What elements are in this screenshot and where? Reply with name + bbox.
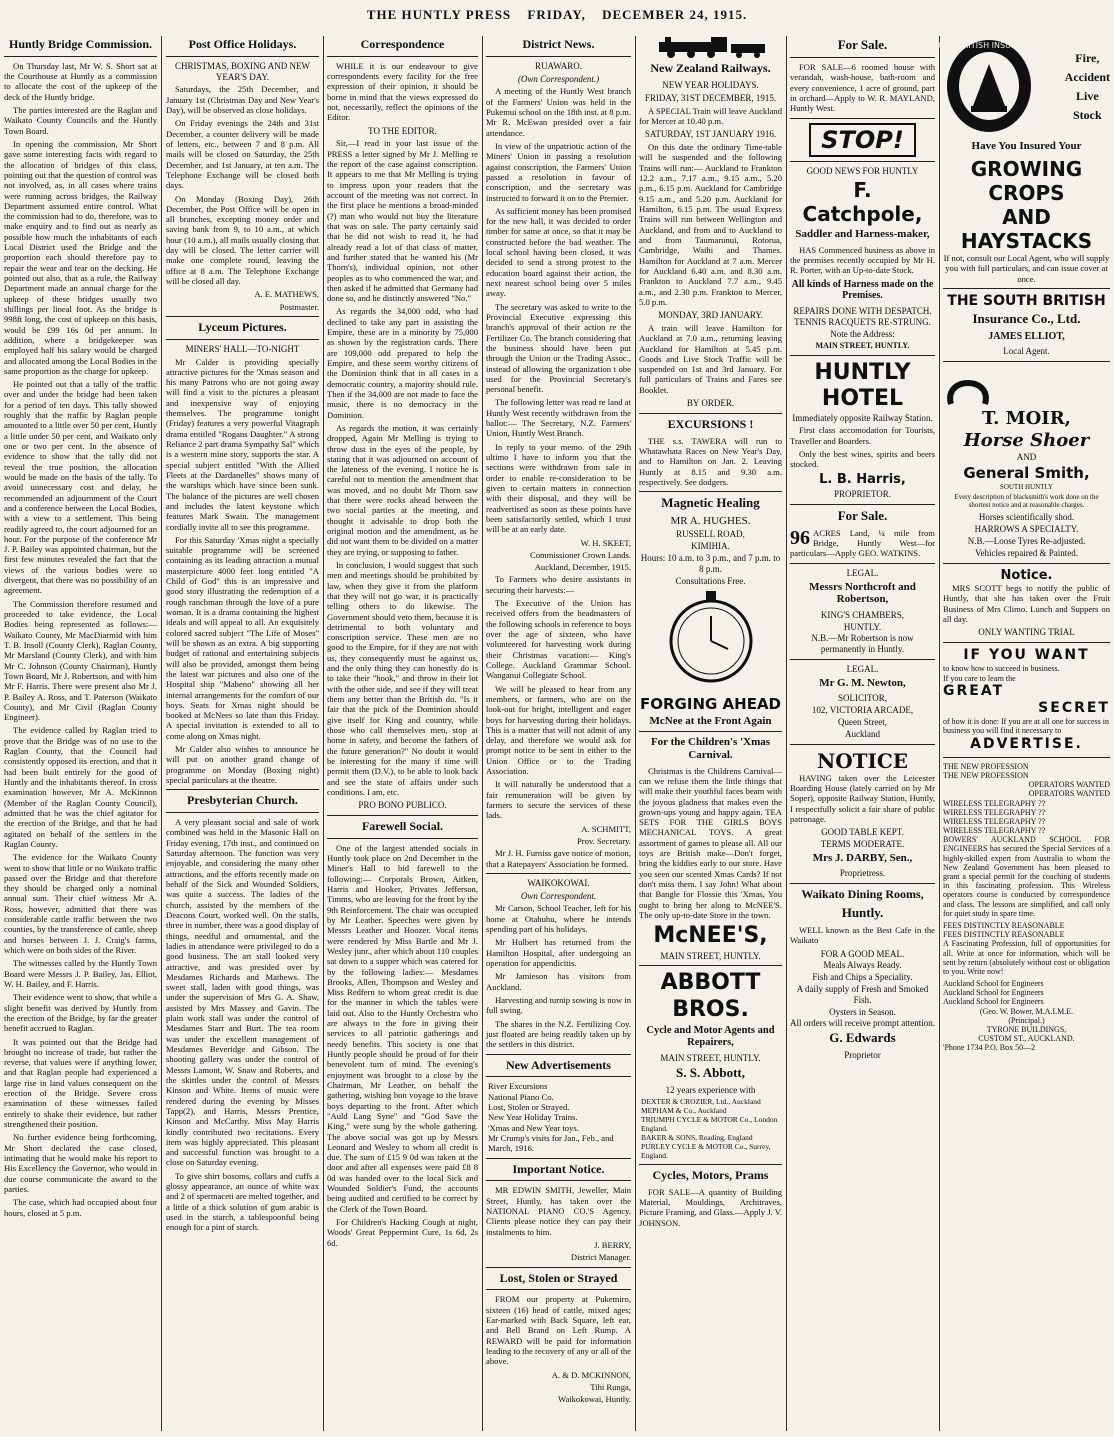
- stock-label: Stock: [1073, 108, 1102, 123]
- article-paragraph: The secretary was asked to write to the Provincial Executive expressing this branch's approval of their action re the Fertilizer Co. The branch considering that the business should have been put through the Union or the Trading Assoc., instead of allowing the organization t obe used for the Provincial Secretary's personal benefit.: [486, 301, 631, 395]
- locomotive-icon: [639, 36, 782, 60]
- notice-heading: NOTICE: [816, 748, 909, 773]
- good-meal: FOR A GOOD MEAL.: [820, 948, 905, 959]
- excursions-text: THE s.s. TAWERA will run to Whatawhata Races on New Year's Day, and to Hamilton on Jan. 2. Leaving Huntly at 8.15 and 9.30 a.m. respectively. See dodgers.: [639, 435, 782, 487]
- lyceum-heading: Lyceum Pictures.: [198, 319, 287, 334]
- wl-line: WIRELESS TELEGRAPHY ??: [943, 807, 1046, 817]
- signature-title: District Manager.: [570, 1252, 631, 1263]
- abbott-subtitle: Cycle and Motor Agents and Repairers,: [646, 1025, 775, 1049]
- general-smith: General Smith,: [963, 464, 1090, 483]
- harness-line: All kinds of Harness made on the Premises.: [791, 278, 934, 302]
- article-paragraph: Mr Calder is providing specially attractive pictures for the 'Xmas season and his many Patrons who are not going away will find a visit to the pictures a pleasant and inexpensive way of enjoying themselves. The programme tonight (Friday) features a very powerful Vitagraph drama entitled "Rogans Daughter." A strong Reliance 2 part drama Sympathy Sal" which is a western mine story, supports the star. A special subject entitled "With the Allied Fleets at the Dardanelles" shows many of the warships which have since been sunk. The balance of the pictures are well chosen and includes the latest keystone which features Mark Swain. The management cordially invite all to see this programme.: [166, 356, 319, 532]
- correspondent-note: (Own Correspondent.): [517, 73, 600, 84]
- horses-line: Horses scientifically shod.: [978, 512, 1075, 523]
- article-paragraph: The Executive of the Union has received offers from the headmasters of the following schools in reference to boys over the age of sixteen, who have volunteered for harvesting work during their Christmas vacation:— King's College. Auckland Grammar School. Wanganui Collegiate School.: [486, 598, 631, 681]
- mcnees-address: MAIN STREET, HUNTLY.: [660, 950, 761, 961]
- wanting-trial: ONLY WANTING TRIAL: [978, 627, 1075, 638]
- scott-notice: MRS SCOTT begs to notify the public of Huntly, that she has taken over the Fruit Business of Mrs Climo. Lunch and Suppers on all day.: [943, 583, 1110, 625]
- list-item: Mr Crump's visits for Jan., Feb., and March, 1916.: [488, 1132, 614, 1154]
- column-rule: [939, 36, 940, 1431]
- wl-school: Auckland School for Engineers: [943, 979, 1044, 989]
- article-paragraph: To give shirt bosoms, collars and cuffs a glossy appearance, an ounce of white wax and 2 of spermaceti are melted together, and a little of a thick solution of gum arabic is used in the starch, a tablespoonful being enough for a pint of starch.: [166, 1170, 319, 1233]
- article-paragraph: Mr Jamieson has visitors from Auckland.: [486, 971, 631, 992]
- wl-custom: CUSTOM ST., AUCKLAND.: [978, 1034, 1075, 1044]
- tyres-line: N.B.—Loose Tyres Re-adjusted.: [967, 535, 1086, 546]
- advertise: ADVERTISE.: [970, 735, 1083, 752]
- queen-line: Queen Street,: [838, 717, 887, 728]
- article-paragraph: Mr Carson, School Teacher, left for his home at Otahuhu, where he intends spending part of his holidays.: [486, 903, 631, 935]
- list-item: DEXTER & CROZIER, Ltd., Auckland: [641, 1096, 761, 1106]
- insured-question: Have You Insured Your: [971, 140, 1082, 153]
- note-address: Note the Address:: [830, 329, 895, 340]
- oysters-line: Oysters in Season.: [829, 1006, 896, 1017]
- lost-text: FROM our property at Pukemiro, sixteen (16) head of cattle, mixed ages; Ear-marked with Back Square, left ear, and Bell Brand on Left Rump. A REWARD will be paid for information leading to the recovery of any or all of the above.: [486, 1294, 631, 1367]
- article-paragraph: As regards the motion, it was certainly dropped, Again Mr Melling is trying to throw dust in the eyes of the people, by stating that it was adjourned on account of the lateness of the evening. I notice he is careful not to mention the amendment that was moved, and no doubt Mr Thorn saw that there were rocks ahead between the two social parties at the meeting, and thought it advisable to drop both the original motion and the amendment, as he did not want them to be divided on a matter they are trying, or supposing to father.: [327, 422, 478, 557]
- article-paragraph: No further evidence being forthcoming, Mr Short declared the case closed, intimating that he would make his report to His Excellency the Governor, who would in due course communicate the award to the parties.: [4, 1132, 157, 1194]
- railways-date: SATURDAY, 1ST JANUARY 1916.: [644, 129, 777, 140]
- article-paragraph: Saturdays, the 25th December, and January 1st (Christmas Day and New Year's Day), will be observed as close holidays.: [166, 84, 319, 116]
- list-item: TRIUMPH CYCLE & MOTOR Co., London England.: [641, 1114, 778, 1133]
- newton-name: Mr G. M. Newton,: [819, 676, 906, 689]
- wl-line: THE NEW PROFESSION: [943, 761, 1029, 771]
- solicitor-line: SOLICITOR,: [837, 693, 888, 704]
- wl-tyrone: TYRONE BUILDINGS,: [986, 1025, 1067, 1035]
- smith-text: Every description of blacksmith's work done on the shortest notice and at reasonable charges.: [954, 492, 1099, 509]
- wl-school: Auckland School for Engineers: [943, 997, 1044, 1007]
- list-item: New Year Holiday Trains.: [488, 1112, 578, 1123]
- masthead-date: DECEMBER 24, 1915.: [602, 7, 748, 22]
- hotel-text: Only the best wines, spirits and beers stocked.: [790, 448, 935, 470]
- article-paragraph: Mr Calder also wishes to announce he will put on another grand change of programme on Monday (Boxing night) special particulars at the theatre.: [166, 744, 319, 786]
- article-paragraph: In reply to your memo. of the 29th ultimo I have to inform you that the sections were withdrawn from sale in order to enable re-consideration to be given to certain matters in connection with their disposal, and they will be readvertised as soon as these points have been satisfactorily settled, which I trust will be at an early date.: [486, 441, 631, 535]
- place-heading: WAIKOKOWAI.: [527, 877, 590, 888]
- signature-title: Prov. Secretary.: [576, 835, 631, 846]
- wl-line: OPERATORS WANTED: [1028, 789, 1110, 799]
- auckland-line: Auckland: [845, 728, 880, 739]
- accident-label: Accident: [1064, 69, 1110, 84]
- column-5: [639, 36, 782, 1431]
- forging-ahead: FORGING AHEAD: [640, 694, 781, 713]
- column-3: [327, 36, 478, 1431]
- acres-text: ACRES Land, ¼ mile from Bridge, Huntly West—for particulars—Apply GEO. WATKINS.: [790, 527, 935, 559]
- healer-name: MR A. HUGHES.: [670, 515, 751, 528]
- daily-line: A daily supply of Fresh and Smoked Fish.: [796, 983, 929, 1005]
- abbott-bros: ABBOTT BROS.: [660, 970, 761, 1022]
- article-paragraph: As sufficient money has been promised for the new hall, it was decided to order timber for same at once, so that it may be constructed before the bad weather. The local school having been closed, it was decided to send a strong protest to the education board against their action, the next nearest school being over 5 miles away.: [486, 205, 631, 299]
- signature-line: Waikokowai, Huntly.: [558, 1394, 631, 1405]
- signature-line: Tihi Runga,: [590, 1381, 631, 1392]
- article-paragraph: For Children's Hacking Cough at night, Woods' Great Peppermint Cure, 1s 6d, 2s 6d.: [327, 1217, 478, 1248]
- notice-text: MR EDWIN SMITH, Jeweller, Main Street, Huntly, has taken over the NATIONAL PIANO CO.'S Agency. Clients please notice they can pay their instalments to him.: [486, 1185, 631, 1237]
- dining-text: WELL known as the Best Cafe in the Waikato: [790, 924, 935, 946]
- if-you-want: IF YOU WANT: [963, 647, 1090, 664]
- live-label: Live: [1076, 89, 1099, 104]
- article-paragraph: On Monday (Boxing Day), 26th December, the Post Office will be open in all branches, excepting money order and saving bank from 9, to 10 a.m., at which hour (10 a.m.), all mails usually closing that day will be closed. The letter carrier will make one complete round, leaving the office at 8 a.m. The Telephone Exchange will be closed all day.: [166, 193, 319, 287]
- ss-firms-list: [639, 1097, 782, 1160]
- correspondent-note: Own Correspondent.: [520, 890, 597, 901]
- healer-address: RUSSELL ROAD,: [676, 529, 745, 540]
- railways-subtitle: NEW YEAR HOLIDAYS.: [662, 80, 759, 91]
- article-paragraph: It was pointed out that the Bridge had brought no increase of trade, but rather the reverse, that values were if anything lower, and that Raglan people had experienced a large rise in land values consequent on the erection of the Bridge. Severe cross examination of these witnesses failed entirely to shake their evidence, but rather strengthened their position.: [4, 1036, 157, 1130]
- article-paragraph: The shares in the N.Z. Fertilizing Coy. just floated are being readily taken up by the settlers in this district.: [486, 1018, 631, 1050]
- kings-chambers: KING'S CHAMBERS,: [820, 609, 905, 620]
- lost-stolen-heading: Lost, Stolen or Strayed: [499, 1270, 618, 1285]
- wl-line: WIRELESS TELEGRAPHY ??: [943, 798, 1046, 808]
- ss-abbott: S. S. Abbott,: [676, 1065, 745, 1081]
- wl-text: A Fascinating Profession, full of opportunities for all. Write at once for information, which will be sent by return (absolutely without cost or obligation to you. Write now!: [943, 939, 1110, 976]
- stop-text: STOP!: [809, 123, 916, 158]
- list-item: MEPHAM & Co., Auckland: [641, 1105, 727, 1115]
- clock-icon: [639, 589, 782, 691]
- signature: PRO BONO PUBLICO.: [358, 800, 447, 811]
- wl-bower: (Geo. W. Bower, M.A.I.M.E.: [979, 1006, 1074, 1016]
- moir-name: T. MOIR,: [982, 408, 1071, 430]
- column-rule: [161, 36, 162, 1431]
- ss-experience: 12 years experience with: [665, 1085, 756, 1096]
- fish-line: Fish and Chips a Speciality.: [812, 972, 913, 983]
- article-paragraph: The witnesses called by the Huntly Town Board were Messrs J. P. Bailey, Jas. Elliot, W. H. Bailey, and F. Harris.: [4, 958, 157, 989]
- for-sale-title: For Sale.: [837, 37, 888, 52]
- secret: SECRET: [1038, 700, 1110, 716]
- good-news: GOOD NEWS FOR HUNTLY: [806, 166, 919, 177]
- hotel-subtitle: Immediately opposite Railway Station.: [792, 413, 933, 424]
- huntly-line: HUNTLY.: [843, 621, 882, 632]
- wl-line: OPERATORS WANTED: [1028, 780, 1110, 790]
- masthead-day: FRIDAY,: [527, 7, 586, 22]
- notice-title: Notice.: [1000, 567, 1053, 583]
- wl-fees: FEES DISTINCTLY REASONABLE: [943, 920, 1065, 930]
- wl-line: WIRELESS TELEGRAPHY ??: [943, 816, 1046, 826]
- mcnee-front: McNee at the Front Again: [649, 714, 772, 727]
- magnetic-healing-title: Magnetic Healing: [661, 495, 760, 511]
- harrows-line: HARROWS A SPECIALTY.: [974, 524, 1079, 535]
- and-line: AND: [1016, 452, 1037, 463]
- carnival-heading: For the Children's 'Xmas Carnival.: [650, 736, 771, 761]
- horse-shoer: Horse Shoer: [963, 429, 1090, 451]
- horseshoe-icon: [943, 366, 1110, 408]
- stop-banner: [790, 123, 935, 158]
- article-paragraph: On Friday evenings the 24th and 31st December, a counter delivery will be made of letters, etc., between 7 and 8 p.m. All mails will be closed on Saturday, the 25th December, and 1st January, at ten a.m. The Telephone Exchange will be closed both days.: [166, 118, 319, 191]
- column-rule: [635, 36, 636, 1431]
- column-rule: [323, 36, 324, 1431]
- railways-signature: BY ORDER.: [686, 398, 735, 409]
- list-item: PURLEY CYCLE & MOTOR Co., Surrey, England.: [641, 1141, 771, 1160]
- of-how: of how it is done: If you are at all one for success in business you will find it necessary to: [943, 716, 1109, 736]
- edwards-proprietor: Proprietor: [844, 1050, 881, 1061]
- catchpole-name: F. Catchpole,: [802, 178, 923, 227]
- harris-name: L. B. Harris,: [819, 472, 906, 488]
- article-paragraph: For this Saturday 'Xmas night a specially suitable programme will be screened containing as its leading attraction a mutual masterpicture 4000 feet long entitled "A Child of God" this is an impressive and good story illustrating the redemption of a rough ranchman through the love of a pure woman. It is a drama containing the highest ideals and will appeal to all. An exquisitely colored sacred subject "The Life of Moses" will be shown as an extra. A big supporting budget of rational and entertaining subjects will also be provided, amongst them being the latest war pictures and also one of the Hospital ship "Maheno" showing all her internal arrangements for the comfort of our boys. Seats for Xmas night should be booked at McNees so late than this Friday. A special invitation is extended to all to come along on Xmas night.: [166, 534, 319, 741]
- district-news-heading: District News.: [522, 37, 595, 51]
- signature: A. E. MATHEWS,: [254, 289, 319, 300]
- article-paragraph: To Farmers who desire assistants in securing their harvests:—: [486, 574, 631, 595]
- railways-text: A train will leave Hamilton for Auckland at 7.0 a.m., returning leaving Auckland for Hamilton at 5.45 p.m. Goods and Live Stock Traffic will be suspended on 1st and 3rd January. For full particulars of Trains and Fares see Booklet.: [639, 322, 782, 395]
- hotel-text: First class accomodation for Tourists, Traveller and Boarders.: [790, 425, 935, 446]
- smith-street: SOUTH HUNTLY: [999, 483, 1054, 492]
- article-paragraph: Their evidence went to show, that while a slight benefit was derived by Huntly from the erection of the Bridge, by far the greater benefit accrued to Raglan.: [4, 992, 157, 1034]
- for-sale-title: For Sale.: [837, 507, 888, 523]
- wl-principal: (Principal.): [1008, 1015, 1045, 1025]
- agent-title: Local Agent.: [1003, 346, 1050, 357]
- wl-line: WIRELESS TELEGRAPHY ??: [943, 826, 1046, 836]
- signature: W. H. SKEET,: [580, 537, 631, 548]
- signature: J. BERRY,: [594, 1239, 631, 1250]
- wl-school: Auckland School for Engineers: [943, 988, 1044, 998]
- new-ads-list: [486, 1081, 631, 1153]
- place-heading: RUAWARO.: [534, 60, 583, 71]
- dining-huntly: Huntly.: [841, 905, 884, 921]
- list-item: Lost, Stolen or Strayed.: [488, 1101, 570, 1112]
- farewell-social-heading: Farewell Social.: [361, 818, 444, 833]
- arcade-line: 102, VICTORIA ARCADE,: [811, 705, 914, 716]
- signature-date: Auckland, December, 1915.: [534, 562, 631, 573]
- masthead: [0, 0, 1114, 30]
- column-rule: [786, 36, 787, 1431]
- wl-text: BOWERS' AUCKLAND SCHOOL FOR ENGINEERS has secured the Special Services of a highly-skilled expert from Australia to whom the New Zealand Government has been pleased to grant a special permit for the coaching of students in this fascinating profession. This Wireless operators course is conducted by correspondence and class. The lessons are simplified, and call only for quiet study in spare time.: [943, 835, 1110, 918]
- railways-date: FRIDAY, 31ST DECEMBER, 1915.: [644, 92, 777, 103]
- article-paragraph: Mr J. H. Furniss gave notice of motion, that a Ratepayers' Association be formed.: [486, 848, 631, 869]
- proprietress-line: Proprietress.: [839, 868, 886, 879]
- great: GREAT: [943, 683, 1005, 700]
- to-know: to know how to succeed in business.: [943, 664, 1060, 674]
- insurance-logo-text: SOUTH BRITISH INSURANCE Co: [926, 41, 1052, 50]
- article-paragraph: Mr Hulbert has returned from the Hamilton Hospital, after undergoing an operation for appendicitis.: [486, 937, 631, 969]
- article-paragraph: In view of the unpatriotic action of the Miners' Union in passing a resolution against conscription, the Farmers' Union passed a resolution in favour of conscription, and the secretary was instructed to forward it on to the Premier.: [486, 140, 631, 203]
- column-2: [166, 36, 319, 1431]
- article-paragraph: The evidence called by Raglan tried to prove that the Bridge was of no use to the Raglan County, that the Council had consistently opposed its erection, and that it had been built entirely for the good of Huntly and the inhabitants thereof. In cross examination however, Mr A. McKinnon (Member of the Raglan County Council), admitted that he was the chief agitator for the erection of the Bridge, and that he had agitated on behalf of the settlers in the Raglan County.: [4, 725, 157, 849]
- for-sale-text: FOR SALE—6 roomed house with verandah, wash-house, bath-room and every convenience, 1 acre of ground, part in orchard—Apply to W. R. MAYLAND, Huntly West.: [790, 61, 935, 114]
- signature-title: Commissioner Crown Lands.: [530, 549, 631, 560]
- signature: A. SCHMITT,: [581, 823, 631, 834]
- wireless-ad: [943, 762, 1110, 1053]
- article-paragraph: Sir,—I read in your last issue of the PRESS a letter signed by Mr J. Melling re the report of the case against conscription. It appears to me that Mr Melling is trying to impress upon your readers that the account of the meeting was not correct. In the first place he mentions a broad-minded (?) man who would not buy the literature that was on sale. The party certainly said that he did not wish to read it, he had already read a lot of that class of matter, and further stated that he wanted his (Mr Thorn's), individual opinion, not other peoples as to who commenced the war, and then asked if he admitted that Germany had done so, and he distinctly answered "No.": [327, 138, 478, 304]
- article-paragraph: The following letter was read re land at Huntly West recently withdrawn from the ballot:— The Secretary, N.Z. Farmers' Union, Huntly West Branch.: [486, 397, 631, 439]
- list-item: BAKER & SONS, Reading, England: [641, 1132, 753, 1142]
- article-paragraph: The parties interested are the Raglan and Waikato County Councils and the Huntly Town Board.: [4, 105, 157, 136]
- proprietor-line: PROPRIETOR.: [833, 489, 892, 500]
- wl-fees: FEES DISTINCTLY REASONABLE: [943, 930, 1065, 940]
- article-paragraph: The evidence for the Waikato County went to show that little or no Waikato traffic passed over the Bridge and that therefore they should be charged only a nominal annual sum. Their chief witness Mr A. Ross, however, admitted that there was considerable cattle traffic between the two counties, by the transference of cattle, sheep and horses between J. J. Craig's farms, which were on both sides of the River.: [4, 852, 157, 956]
- insurance-types: [1065, 49, 1110, 126]
- healer-hours: Hours: 10 a.m. to 3 p.m., and 7 p.m. to 8 p.m.: [640, 552, 781, 574]
- healer-consultations: Consultations Free.: [675, 575, 746, 586]
- abbott-address: MAIN STREET, HUNTLY.: [660, 1053, 761, 1064]
- nb-line: N.B.—Mr Robertson is now permanently in Huntly.: [811, 633, 914, 655]
- article-paragraph: He pointed out that a tally of the traffic over and under the bridge had been taken for a period of ten days. This tally showed roughly that the traffic by Raglan people amounted to a little over 50 per cent, Huntly a little under 50 per cent, and Waikato only one or two per cent. In the absence of evidence to show that the tally did not reveal the true position, the allocation would be made on the basis of the tally. To avoid unnecessary cost and delay, he recommended an adjournment of the Court and a conference between the Local Bodies, with a view to a settlement. This being readily agreed to, the court adjourned for an hour. For the purpose of the conference Mr J. P. Bailey was appointed chairman, but the first few minutes revealed the fact that the views of the various bodies were so divergent, that there was no possibility of an agreement.: [4, 379, 157, 596]
- post-office-heading: Post Office Holidays.: [188, 37, 297, 51]
- saddler-line: Saddler and Harness-maker,: [795, 228, 930, 241]
- correspondence-heading: Correspondence: [360, 37, 445, 51]
- catchpole-text: HAS Commenced business as above in the premises recently occupied by Mr H. R. Porter, with an Up-to-date Stock.: [790, 244, 935, 276]
- acres-number: 96: [790, 526, 810, 549]
- insurance-logo: [926, 36, 1052, 138]
- column-rule: [482, 36, 483, 1431]
- to-the-editor: TO THE EDITOR.: [368, 125, 437, 136]
- article-paragraph: We will be pleased to hear from any members, or farmers, who are on the look-out for bright, intelligent and eager boys for harvesting during their holidays. This is a matter that will not admit of any delay, and therefore we would ask for prompt notice to be sent in either to the Union Office or to the Trading Association.: [486, 683, 631, 777]
- article-paragraph: The Commission therefore resumed and proceeded to take evidence, the Local Bodies being represented as follows:— Waikato County, Mr MacDiarmid with him T. B. Insoll (County Clerk), Raglan County, Mr Marsland (County Clerk), and with him Mr C. Johnson (County Chairman), Huntly Town Board, Mr J. Robertson, and with him Mr F. Harris. There were present also Mr J. P. Bailey A. Ross, and T. Paterson (Waikato County), and Mr Civil (Raglan County Engineer).: [4, 598, 157, 723]
- list-item: River Excursions: [488, 1081, 548, 1092]
- presbyterian-heading: Presbyterian Church.: [187, 793, 298, 808]
- legal-label: LEGAL.: [846, 567, 879, 578]
- darby-name: Mrs J. DARBY, Sen.,: [812, 851, 913, 864]
- signature: A. & D. MCKINNON,: [551, 1369, 631, 1380]
- south-british: THE SOUTH BRITISH: [947, 292, 1106, 309]
- and-haystacks: AND HAYSTACKS: [960, 204, 1093, 253]
- article-paragraph: Harvesting and turnip sowing is now in full swing.: [486, 994, 631, 1016]
- healer-address: KIMIHIA.: [691, 541, 730, 552]
- article-paragraph: On Thursday last, Mr W. S. Short sat at the Courthouse at Huntly as a commission to allocate the cost of the upkeep of the deck of the Huntly bridge.: [4, 60, 157, 102]
- article-paragraph: A very pleasant social and sale of work combined was held in the Masonic Hall on Friday evening, 17th inst., and continued on Saturday afternoon. The function was very enjoyable, and considering the many other attractions, and the efforts recently made on behalf of the Sick and Wounded Soldiers, was quite a success. The ladies of the church, assisted by the members of the Deacons Court, worked well. On the stalls, three in number, there was a good display of things, needful and ornamental, and the ladies in attendance were privileged to do a good business. The art stall looked very attractive, and was presided over by Mesdames Richards and Mathews. The sweet stall, laden with good things, was under the supervision of Mrs G. A. Shaw, assisted by Mrs Massey and Gavin. The plain work stall was under the control of Mesdames Starr and Burt. The tea room was under the excellent management of Mesdames Beveridge and Gibson. The shooting gallery was under the control of Messrs Lamont, W. Snaw and Roberts, and the skittles under the control of Messrs Kinson and White. Items of music were rendered during the evening by Misses Tapp(2), and Harris, Messrs Prentice, Kinson and McCarthy. Miss May Harris kindly contributed two recitations. Every item was highly appreciated. This pleasant and successful function was brought to a close on Saturday evening.: [166, 817, 319, 1168]
- article-paragraph: WHILE it is our endeavour to give correspondents every facility for the free expression of their opinion, it should be borne in mind that the views expressed do not, necessarily, reflect the opinions of the Editor.: [327, 60, 478, 123]
- terms-line: TERMS MODERATE.: [820, 839, 905, 849]
- railways-text: On this date the ordinary Time-table will be suspended and the following Trains will run:— Auckland to Frankton 12.2 a.m., 7.17 a.m., 9.15 a.m., 5.20 p.m., 6.15 p.m. Auckland for Cambridge 9.15 a.m., and 5.20 p.m. Auckland for Hamilton, 6.15 p.m. The usual Express Trains will run between Wellington and Auckland, and from and to Auckland to and from Taumarunui, Rotorua, Cambridge, Waihi and Thames. Hamilton for Auckland at 7 a.m. Mercer for Auckland 6.40 a.m. and 8.30 a.m. Frankton to Auckland 7.7 a.m., 9.45 a.m., and 2.30 p.m. Frankton to Mercer, 5.0 p.m.: [639, 142, 782, 307]
- lyceum-subheading: MINERS' HALL—TO-NIGHT: [185, 343, 300, 354]
- list-item: 'Xmas and New Year toys.: [488, 1122, 579, 1133]
- good-table: GOOD TABLE KEPT.: [821, 827, 904, 838]
- growing-crops: GROWING CROPS: [970, 156, 1083, 205]
- signature-title: Postmaster.: [279, 301, 319, 312]
- vehicles-line: Vehicles repaired & Painted.: [975, 547, 1078, 558]
- article-paragraph: In opening the commission, Mr Short gave some interesting facts with regard to the allocation of bridges of this class, pointing out that the question of control was not involved, as, in all cases where trains were running across bridges, the Railway Department assumed entire control. What the commission had to do, therefore, was to make enquiry and to find out as nearly as possible how much the inhabitants of each Local District used the Bridge and the proportion each should therefore pay to repair the wear and tear on the decking. He pointed out also, that as a rule, the Railway Department made an annual charge for the upkeep of these bridges usually two shillings per lineal foot. As the bridge is 998ft long, the cost of upkeep on this basis, would be £99 16s 0d per annum. In addition, where a bridgekeeper was employed half his salary would be charged and allocated among the Local Bodies in the same proportion as the charge for upkeep.: [4, 138, 157, 376]
- column-6: [790, 36, 935, 1431]
- column-4: [486, 36, 631, 1431]
- post-office-subheading: CHRISTMAS, BOXING AND NEW YEAR'S DAY.: [174, 60, 310, 82]
- meals-line: Meals Always Ready.: [823, 960, 902, 971]
- huntly-hotel: HUNTLY HOTEL: [814, 359, 911, 412]
- fire-label: Fire,: [1075, 50, 1100, 65]
- column-1: [4, 36, 157, 1431]
- insurance-co: Insurance Co., Ltd.: [972, 310, 1081, 326]
- legal-label: LEGAL.: [846, 664, 879, 675]
- article-paragraph: In conclusion, I would suggest that such men and meetings should be prohibited by law, when they give it from the platform that they will not go war, it is practically telling others to do likewise. The Government should veto them, because it is detrimental to both voluntary and conscription service. These men are no good to the Empire, for if they are not with us, they consequently must be against us, and the only thing they can honestly do is to take their "hook," and throw in their lot with the other side, and see if they will treat them any better than the British do. "Is it fair that the pick of the Dominion should give itself for King and country, while those who call themselves men, stop at home in safety, and become the fathers of the future generation?" No doubt it would be interesting for the many if time will permit them (D.V.), to be able to look back and see the state of affairs under such conditions. I am, etc.: [327, 559, 478, 797]
- cycles-title: Cycles, Motors, Prams: [652, 1167, 769, 1182]
- new-advertisements-heading: New Advertisements: [506, 1057, 611, 1072]
- cycles-text: FOR SALE—A quantity of Building Material, Mouldings, Architraves, Picture Framing, and Glass.—Apply J. V. JOHNSON.: [639, 1186, 782, 1228]
- if-care: If you care to learn the: [943, 673, 1016, 683]
- wl-phone: 'Phone 1734 P.O. Box 50—2: [943, 1043, 1036, 1053]
- masthead-paper: THE HUNTLY PRESS: [366, 7, 512, 22]
- mcnees-name: McNEE'S,: [653, 923, 768, 949]
- address-line: MAIN STREET, HUNTLY.: [815, 341, 910, 351]
- edwards-name: G. Edwards: [829, 1030, 896, 1046]
- carnival-text: Christmas is the Childrens Carnival—can we refuse them the little things that will make their youthful faces beam with the joyous gladness that makes even the grown-ups young and happy again. TEA SETS FOR THE GIRLS BOYS MECHANICAL TOYS. A great assortment of games to please all. All our toys are British make—Don't forget, bring the kiddies early to our store. Have you seen our scented Xmas Cards? If not don't miss them. I say John! What about that Bangle for Flossie this 'Xmas, You ought to bring her along to McNEE'S. The only up-to-date Store in the town.: [639, 765, 782, 920]
- railways-text: A SPECIAL Train will leave Auckland for Mercer at 10.40 p.m.: [639, 105, 782, 127]
- dining-rooms: Waikato Dining Rooms,: [801, 887, 924, 902]
- agent-name: JAMES ELLIOT,: [988, 330, 1065, 342]
- notice-text: HAVING taken over the Leicester Boarding House (lately carried on by Mr Soper), opposite Railway Station, Huntly, I respectfully solicit a fair share of public patronage.: [790, 772, 935, 824]
- article-paragraph: The case, which had occupied about four hours, closed at 5 p.m.: [4, 1197, 157, 1218]
- tennis-line: TENNIS RACQUETS RE-STRUNG.: [794, 317, 931, 328]
- article-paragraph: As regards the 34,000 odd, who had declined to take any part in assisting the Empire, these are in a minority by 75,000 as shown by the registration cards. There are 109,000 odd prepared to help the Empire, and these seem worthy citizens of the Dominion think that in all cases in a democratic country, a majority should rule. Then if the 34,000 are not made to face the music, there is no democracy in the Dominion.: [327, 306, 478, 420]
- bridge-commission-heading: Huntly Bridge Commission.: [8, 37, 152, 51]
- list-item: National Piano Co.: [488, 1091, 554, 1102]
- railways-title: New Zealand Railways.: [650, 61, 771, 76]
- consult-text: If not, consult our Local Agent, who will supply you with full particulars, and can issue cover at once.: [943, 252, 1110, 284]
- article-paragraph: It will naturally be understood that a fair remuneration will be given by farmers to secure the services of these lads.: [486, 779, 631, 821]
- orders-line: All orders will receive prompt attention.: [790, 1018, 935, 1029]
- important-notice-heading: Important Notice.: [512, 1161, 605, 1176]
- northcroft-name: Messrs Northcroft and Robertson,: [809, 580, 916, 606]
- article-paragraph: A meeting of the Huntly West branch of the Farmers' Union was held in the Pukemui school on the 18th inst. at 8 p.m. Mr R. McEwan presided over a fair attendance.: [486, 86, 631, 138]
- excursions-title: EXCURSIONS !: [667, 416, 754, 431]
- repairs-line: REPAIRS DONE WITH DESPATCH.: [793, 305, 932, 316]
- railways-date: MONDAY, 3RD JANUARY.: [658, 310, 763, 321]
- column-7: [926, 36, 1110, 1431]
- insurance-header: [926, 36, 1110, 138]
- article-paragraph: One of the largest attended socials in Huntly took place on 2nd December in the Miner's Hall to bid farewell to the following:— Corporals Brown, Aitken, Harris and Hooker, Privates Jefferson, Timms, who are leaving for the front by the 9th Reinforcement. The chair was occupied by Mr Leather. Speeches were given by Messrs Leather and Hoozer. Vocal items were rendered by Miss Bartle and Mr J. Wesley junr., after which about 110 couples sat down to a supper which was catered for by the following ladies:— Mesdames Brooks, Allen, Thompson and Wesley and Miss Redfern to whom great credit is due for the manner in which the tables were laid out. Also to the Huntly Orchestra who are always to the fore in giving their services to all patriotic gatherings and needy benefits. This society is one that Huntly people should be proud of for their benevolent turn of mind. The evening's enjoyment was brought to a close by the Chairman, Mr Leather, on behalf the gathering, wishing bon voyage to the brave boys departing to the front. After which "Auld Lang Syne" and "God Save the King," were sung by the whole gathering. The above social was got up by Messrs Leonard and Wesley to whom all credit is due. The sum of £15 9 0d was taken at the door and after all expenses were paid £8 8 0d was handed over to the local Sick and Wounded Soldier's Fund, the accounts being audited and certified to be correct by the Clerk of the Town Board.: [327, 842, 478, 1214]
- wl-line: THE NEW PROFESSION: [943, 770, 1029, 780]
